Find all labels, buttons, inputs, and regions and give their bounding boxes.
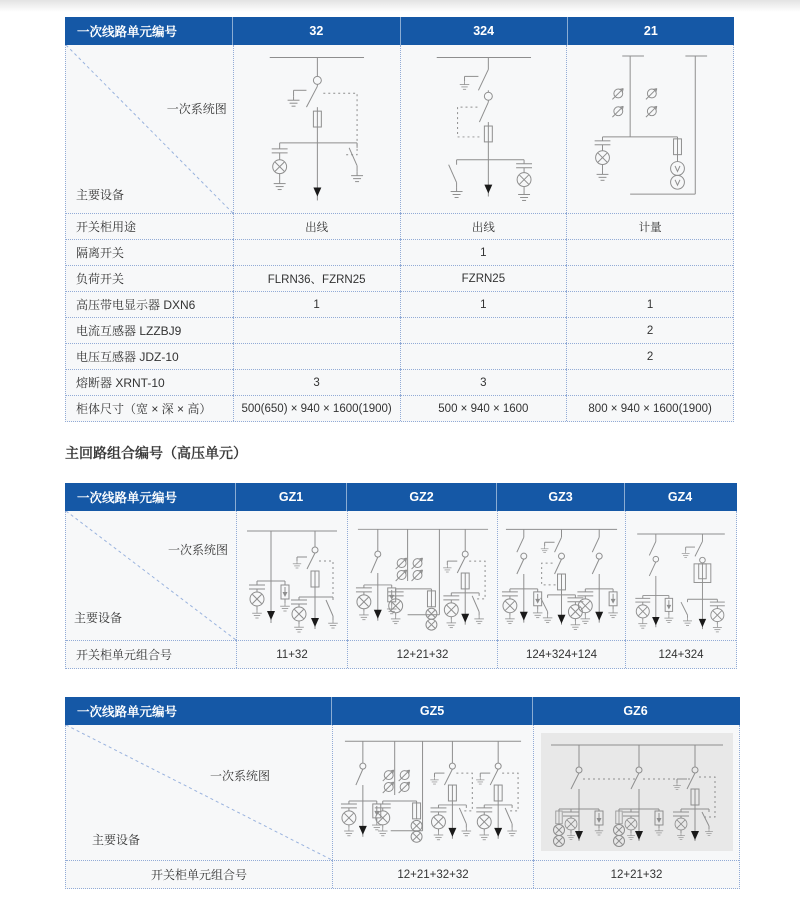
row-label: 负荷开关 — [66, 265, 233, 291]
combo-value: 124+324 — [625, 640, 736, 668]
cell-value: 3 — [400, 369, 567, 395]
cell-value: 1 — [233, 291, 400, 317]
cell-value: FLRN36、FZRN25 — [233, 265, 400, 291]
diagonal-cell — [66, 45, 233, 213]
circuit-diagram-gz4 — [626, 511, 736, 640]
row-label: 高压带电显示器 DXN6 — [66, 291, 233, 317]
diagonal-cell — [66, 725, 332, 860]
table-row — [66, 213, 733, 239]
table1-body — [65, 45, 734, 422]
diagram-cell-324 — [400, 45, 567, 213]
diagram-cell-gz3 — [497, 511, 625, 640]
diagonal-cell — [66, 511, 236, 640]
cell-value: 2 — [566, 317, 733, 343]
circuit-diagram-gz6 — [535, 725, 739, 860]
system-diagram-label: 一次系统图 — [209, 769, 270, 783]
diagram-cell-gz2 — [347, 511, 497, 640]
table1-diagram-row — [66, 45, 733, 213]
table3-header — [65, 697, 740, 725]
cell-value — [566, 369, 733, 395]
cell-value — [233, 239, 400, 265]
row-label: 柜体尺寸（宽 × 深 × 高） — [66, 395, 233, 421]
table-row — [66, 317, 733, 343]
row-label: 熔断器 XRNT-10 — [66, 369, 233, 395]
cell-value — [566, 265, 733, 291]
combo-row-label: 开关柜单元组合号 — [66, 640, 236, 668]
col-header-gz3: GZ3 — [496, 483, 624, 511]
diagram-cell-21 — [566, 45, 733, 213]
col-header-324: 324 — [400, 17, 567, 45]
row-label: 电流互感器 LZZBJ9 — [66, 317, 233, 343]
main-equipment-label: 主要设备 — [76, 188, 125, 202]
cell-value: 500 × 940 × 1600 — [400, 395, 567, 421]
col-header-gz6: GZ6 — [532, 697, 738, 725]
cell-value: 500(650) × 940 × 1600(1900) — [233, 395, 400, 421]
cell-value: 计量 — [566, 213, 733, 239]
col-header-32: 32 — [232, 17, 399, 45]
combo-value: 12+21+32 — [347, 640, 497, 668]
cell-value: FZRN25 — [400, 265, 567, 291]
table1-header — [65, 17, 734, 45]
col-header-gz4: GZ4 — [624, 483, 735, 511]
page-top-shadow — [0, 0, 800, 12]
combo-value: 12+21+32+32 — [332, 860, 533, 888]
diagram-cell-gz4 — [625, 511, 736, 640]
diagram-cell-gz6 — [533, 725, 739, 860]
table-row — [66, 395, 733, 421]
cell-value: 出线 — [233, 213, 400, 239]
cell-value: 1 — [400, 239, 567, 265]
system-diagram-label: 一次系统图 — [166, 102, 227, 116]
cell-value: 1 — [400, 291, 567, 317]
section-title: 主回路组合编号（高压单元） — [65, 445, 247, 461]
table3-combo-row — [66, 860, 739, 888]
cell-value — [566, 239, 733, 265]
table-row — [66, 343, 733, 369]
row-label: 开关柜用途 — [66, 213, 233, 239]
cell-value — [233, 343, 400, 369]
circuit-diagram-21 — [567, 45, 733, 213]
table2-header — [65, 483, 737, 511]
table-row — [66, 291, 733, 317]
table-row — [66, 265, 733, 291]
table2-body — [65, 511, 737, 669]
table1-header-label: 一次线路单元编号 — [77, 25, 178, 39]
combo-value: 124+324+124 — [497, 640, 625, 668]
table2-combo-row — [66, 640, 736, 668]
diagram-cell-gz1 — [236, 511, 347, 640]
cell-value: 1 — [566, 291, 733, 317]
circuit-diagram-gz3 — [498, 511, 625, 640]
diagram-cell-32 — [233, 45, 400, 213]
system-diagram-label: 一次系统图 — [167, 543, 228, 557]
row-label: 电压互感器 JDZ-10 — [66, 343, 233, 369]
table2-diagram-row — [66, 511, 736, 640]
cell-value — [400, 343, 567, 369]
col-header-gz2: GZ2 — [346, 483, 496, 511]
table3 — [65, 697, 740, 889]
col-header-21: 21 — [567, 17, 734, 45]
main-equipment-label: 主要设备 — [92, 833, 141, 847]
combo-value: 11+32 — [236, 640, 347, 668]
circuit-diagram-gz1 — [237, 511, 347, 640]
col-header-gz5: GZ5 — [331, 697, 532, 725]
table2-header-label: 一次线路单元编号 — [77, 491, 178, 505]
cell-value: 出线 — [400, 213, 567, 239]
combo-row-label: 开关柜单元组合号 — [66, 860, 332, 888]
col-header-gz1: GZ1 — [235, 483, 346, 511]
table2 — [65, 483, 737, 669]
cell-value — [400, 317, 567, 343]
cell-value: 3 — [233, 369, 400, 395]
table3-diagram-row — [66, 725, 739, 860]
circuit-diagram-gz2 — [348, 511, 497, 640]
main-equipment-label: 主要设备 — [74, 611, 123, 625]
cell-value: 2 — [566, 343, 733, 369]
row-label: 隔离开关 — [66, 239, 233, 265]
circuit-diagram-324 — [401, 45, 567, 213]
combo-value: 12+21+32 — [533, 860, 739, 888]
cell-value: 800 × 940 × 1600(1900) — [566, 395, 733, 421]
table-row — [66, 369, 733, 395]
table3-body — [65, 725, 740, 889]
table1 — [65, 17, 734, 422]
circuit-diagram-32 — [234, 45, 400, 213]
table3-header-label: 一次线路单元编号 — [77, 705, 178, 719]
table-row — [66, 239, 733, 265]
circuit-diagram-gz5 — [333, 725, 533, 860]
diagram-cell-gz5 — [332, 725, 533, 860]
cell-value — [233, 317, 400, 343]
